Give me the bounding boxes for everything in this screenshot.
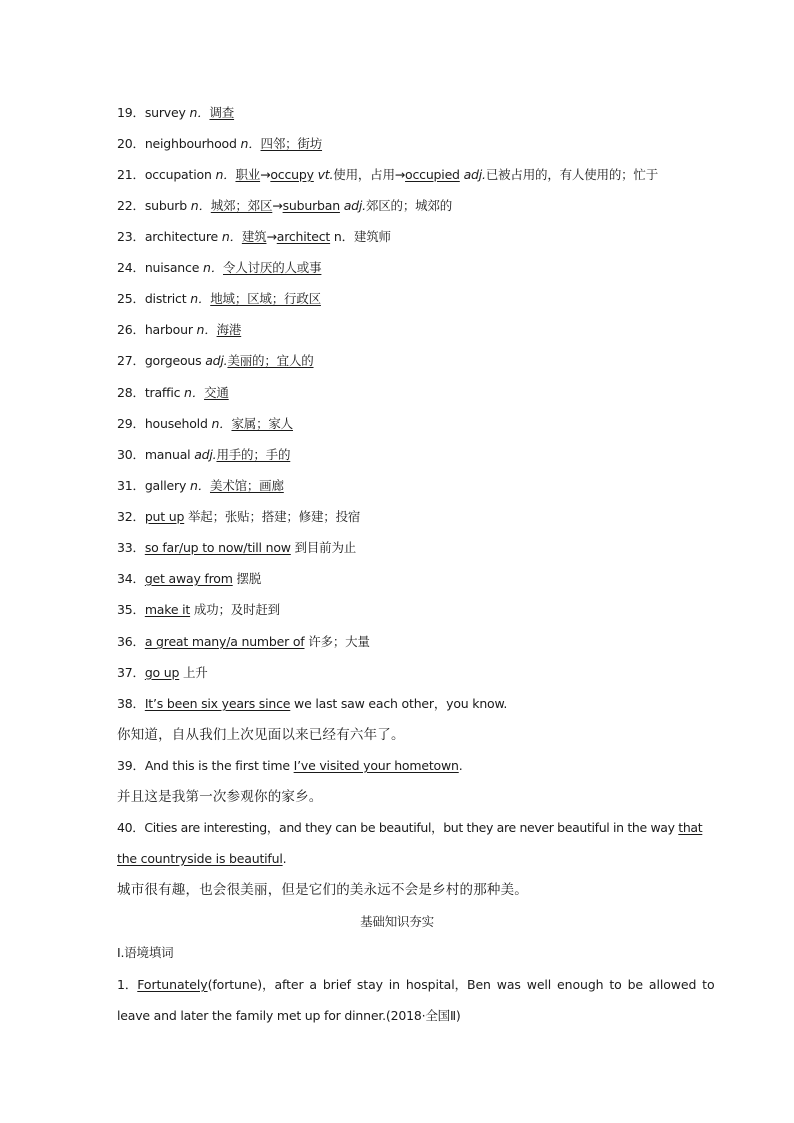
answer-blank: 美丽的；宜人的	[227, 353, 314, 368]
answer-blank: get away from	[144, 571, 233, 586]
part-of-speech: adj.	[190, 447, 217, 462]
question-item	[117, 976, 715, 994]
answer-blank: 令人讨厌的人或事	[223, 260, 322, 275]
definition-text: adj.	[459, 167, 486, 182]
definition-text: adj.	[339, 198, 366, 213]
vocab-item	[117, 446, 681, 464]
translation-text: 城市很有趣，也会很美丽，但是它们的美永远不会是乡村的那种美。	[117, 882, 528, 898]
phrase-item	[117, 601, 681, 619]
item-number: 23．	[117, 229, 145, 244]
sentence-item	[117, 695, 681, 713]
vocab-word: district	[144, 291, 187, 306]
answer-blank: occupied	[405, 167, 460, 182]
definition-text: 郊区的；城郊的	[365, 198, 453, 213]
phrase-item	[117, 539, 681, 557]
part-of-speech: n．	[218, 229, 242, 244]
section-title	[117, 913, 677, 931]
sentence-text: .	[458, 758, 463, 773]
subsection-heading: Ⅰ.语境填词	[117, 945, 174, 960]
vocab-item	[117, 415, 681, 433]
answer-blank: architect	[276, 229, 331, 244]
answer-blank: 家属；家人	[231, 416, 293, 431]
answer-blank: go up	[144, 665, 180, 680]
definition-text: n．建筑师	[330, 229, 391, 244]
phrase-meaning: 举起；张贴；搭建；修建；投宿	[184, 509, 361, 524]
answer-blank: suburban	[282, 198, 340, 213]
sentence-text: .	[282, 851, 287, 866]
answer-blank: 美术馆；画廊	[209, 478, 284, 493]
answer-blank: It’s been six years since	[144, 696, 291, 711]
vocab-item	[117, 321, 681, 339]
item-number: 36．	[117, 634, 145, 649]
item-number: 39．	[117, 758, 145, 773]
definition-text: →	[260, 167, 271, 182]
definition-text: →	[272, 198, 283, 213]
answer-blank: 四邻；街坊	[260, 136, 323, 151]
part-of-speech: n．	[180, 385, 205, 400]
phrase-meaning: 到目前为止	[290, 540, 357, 555]
item-number: 40．	[117, 820, 145, 835]
answer-blank: so far/up to now/till now	[144, 540, 291, 555]
translation-text: 你知道，自从我们上次见面以来已经有六年了。	[117, 727, 405, 743]
answer-blank: 调查	[209, 105, 235, 120]
vocab-item	[117, 135, 681, 153]
item-number: 19．	[117, 105, 145, 120]
phrase-item	[117, 508, 681, 526]
part-of-speech: adj.	[201, 353, 228, 368]
phrase-item	[117, 633, 681, 651]
item-number: 28．	[117, 385, 145, 400]
item-number: 21．	[117, 167, 145, 182]
answer-blank: 交通	[204, 385, 229, 400]
answer-blank: a great many/a number of	[144, 634, 305, 649]
part-of-speech: n．	[236, 136, 261, 151]
sentence-text: we last saw each other，you know.	[290, 696, 508, 711]
vocab-word: survey	[144, 105, 186, 120]
definition-text: 已被占用的，有人使用的；忙于	[485, 167, 659, 182]
part-of-speech: n．	[186, 291, 211, 306]
item-number: 29．	[117, 416, 145, 431]
vocab-word: gorgeous	[144, 353, 202, 368]
vocab-word: manual	[144, 447, 191, 462]
vocab-item	[117, 352, 681, 370]
vocab-item	[117, 228, 681, 246]
item-number: 27．	[117, 353, 145, 368]
item-number: 38．	[117, 696, 145, 711]
item-number: 20．	[117, 136, 145, 151]
answer-blank: 地域；区域；行政区	[210, 291, 321, 306]
item-number: 30．	[117, 447, 145, 462]
sentence-translation	[117, 788, 681, 806]
vocab-item	[117, 290, 681, 308]
answer-blank: 职业	[235, 167, 261, 182]
sentence-text: Cities are interesting，and they can be beautiful，but they are never beautiful in the way	[144, 820, 679, 835]
sentence-translation	[117, 881, 681, 899]
sentence-item	[117, 757, 681, 775]
question-text: leave and later the family met up for dinner.(2018·全国Ⅱ)	[117, 1008, 461, 1023]
section-heading: 基础知识夯实	[360, 914, 434, 929]
vocab-item	[117, 259, 681, 277]
phrase-item	[117, 664, 681, 682]
answer-blank: occupy	[270, 167, 314, 182]
phrase-meaning: 成功；及时赶到	[190, 602, 280, 617]
definition-text: 使用，占用→	[333, 167, 406, 182]
item-number: 37．	[117, 665, 145, 680]
part-of-speech: n．	[186, 198, 211, 213]
item-number: 34．	[117, 571, 145, 586]
subsection-title	[117, 944, 681, 962]
vocab-word: household	[144, 416, 208, 431]
definition-text: vt.	[313, 167, 334, 182]
vocab-word: neighbourhood	[144, 136, 237, 151]
vocab-word: architecture	[144, 229, 219, 244]
answer-blank: 海港	[216, 322, 242, 337]
phrase-meaning: 许多；大量	[304, 634, 370, 649]
item-number: 25．	[117, 291, 145, 306]
answer-blank: put up	[144, 509, 185, 524]
phrase-meaning: 摆脱	[232, 571, 262, 586]
answer-blank: 建筑	[241, 229, 267, 244]
answer-blank: 用手的；手的	[216, 447, 291, 462]
item-number: 35．	[117, 602, 145, 617]
item-number: 31．	[117, 478, 145, 493]
part-of-speech: n．	[192, 322, 217, 337]
vocab-word: occupation	[144, 167, 212, 182]
part-of-speech: n．	[199, 260, 223, 275]
vocab-word: gallery	[144, 478, 187, 493]
definition-text: →	[266, 229, 277, 244]
vocab-item	[117, 384, 681, 402]
item-number: 1．	[117, 977, 138, 992]
vocab-word: nuisance	[144, 260, 200, 275]
item-number: 24．	[117, 260, 145, 275]
item-number: 32．	[117, 509, 145, 524]
answer-blank: Fortunately	[137, 977, 208, 992]
vocab-item	[117, 104, 681, 122]
question-text: ，after a brief stay in hospital，Ben was well enough to be allowed to	[262, 977, 715, 992]
part-of-speech: n．	[185, 105, 210, 120]
translation-text: 并且这是我第一次参观你的家乡。	[117, 789, 323, 805]
part-of-speech: n．	[207, 416, 232, 431]
sentence-continuation	[117, 850, 681, 868]
answer-blank: make it	[144, 602, 191, 617]
question-continuation	[117, 1007, 681, 1025]
vocab-word: harbour	[144, 322, 193, 337]
part-of-speech: n．	[186, 478, 210, 493]
vocab-word: traffic	[144, 385, 181, 400]
vocab-word: suburb	[144, 198, 187, 213]
sentence-text: And this is the first time	[144, 758, 294, 773]
phrase-item	[117, 570, 681, 588]
sentence-translation	[117, 726, 681, 744]
part-of-speech: n．	[211, 167, 236, 182]
vocab-item	[117, 477, 681, 495]
item-number: 22．	[117, 198, 145, 213]
vocab-item	[117, 166, 681, 184]
item-number: 33．	[117, 540, 145, 555]
answer-blank: I’ve visited your hometown	[293, 758, 459, 773]
item-number: 26．	[117, 322, 145, 337]
vocab-item	[117, 197, 681, 215]
word-hint: (fortune)	[207, 977, 263, 992]
answer-blank: that	[678, 820, 703, 835]
answer-blank: 城郊；郊区	[210, 198, 273, 213]
answer-blank: the countryside is beautiful	[117, 851, 283, 866]
phrase-meaning: 上升	[179, 665, 208, 680]
sentence-item	[117, 819, 703, 837]
